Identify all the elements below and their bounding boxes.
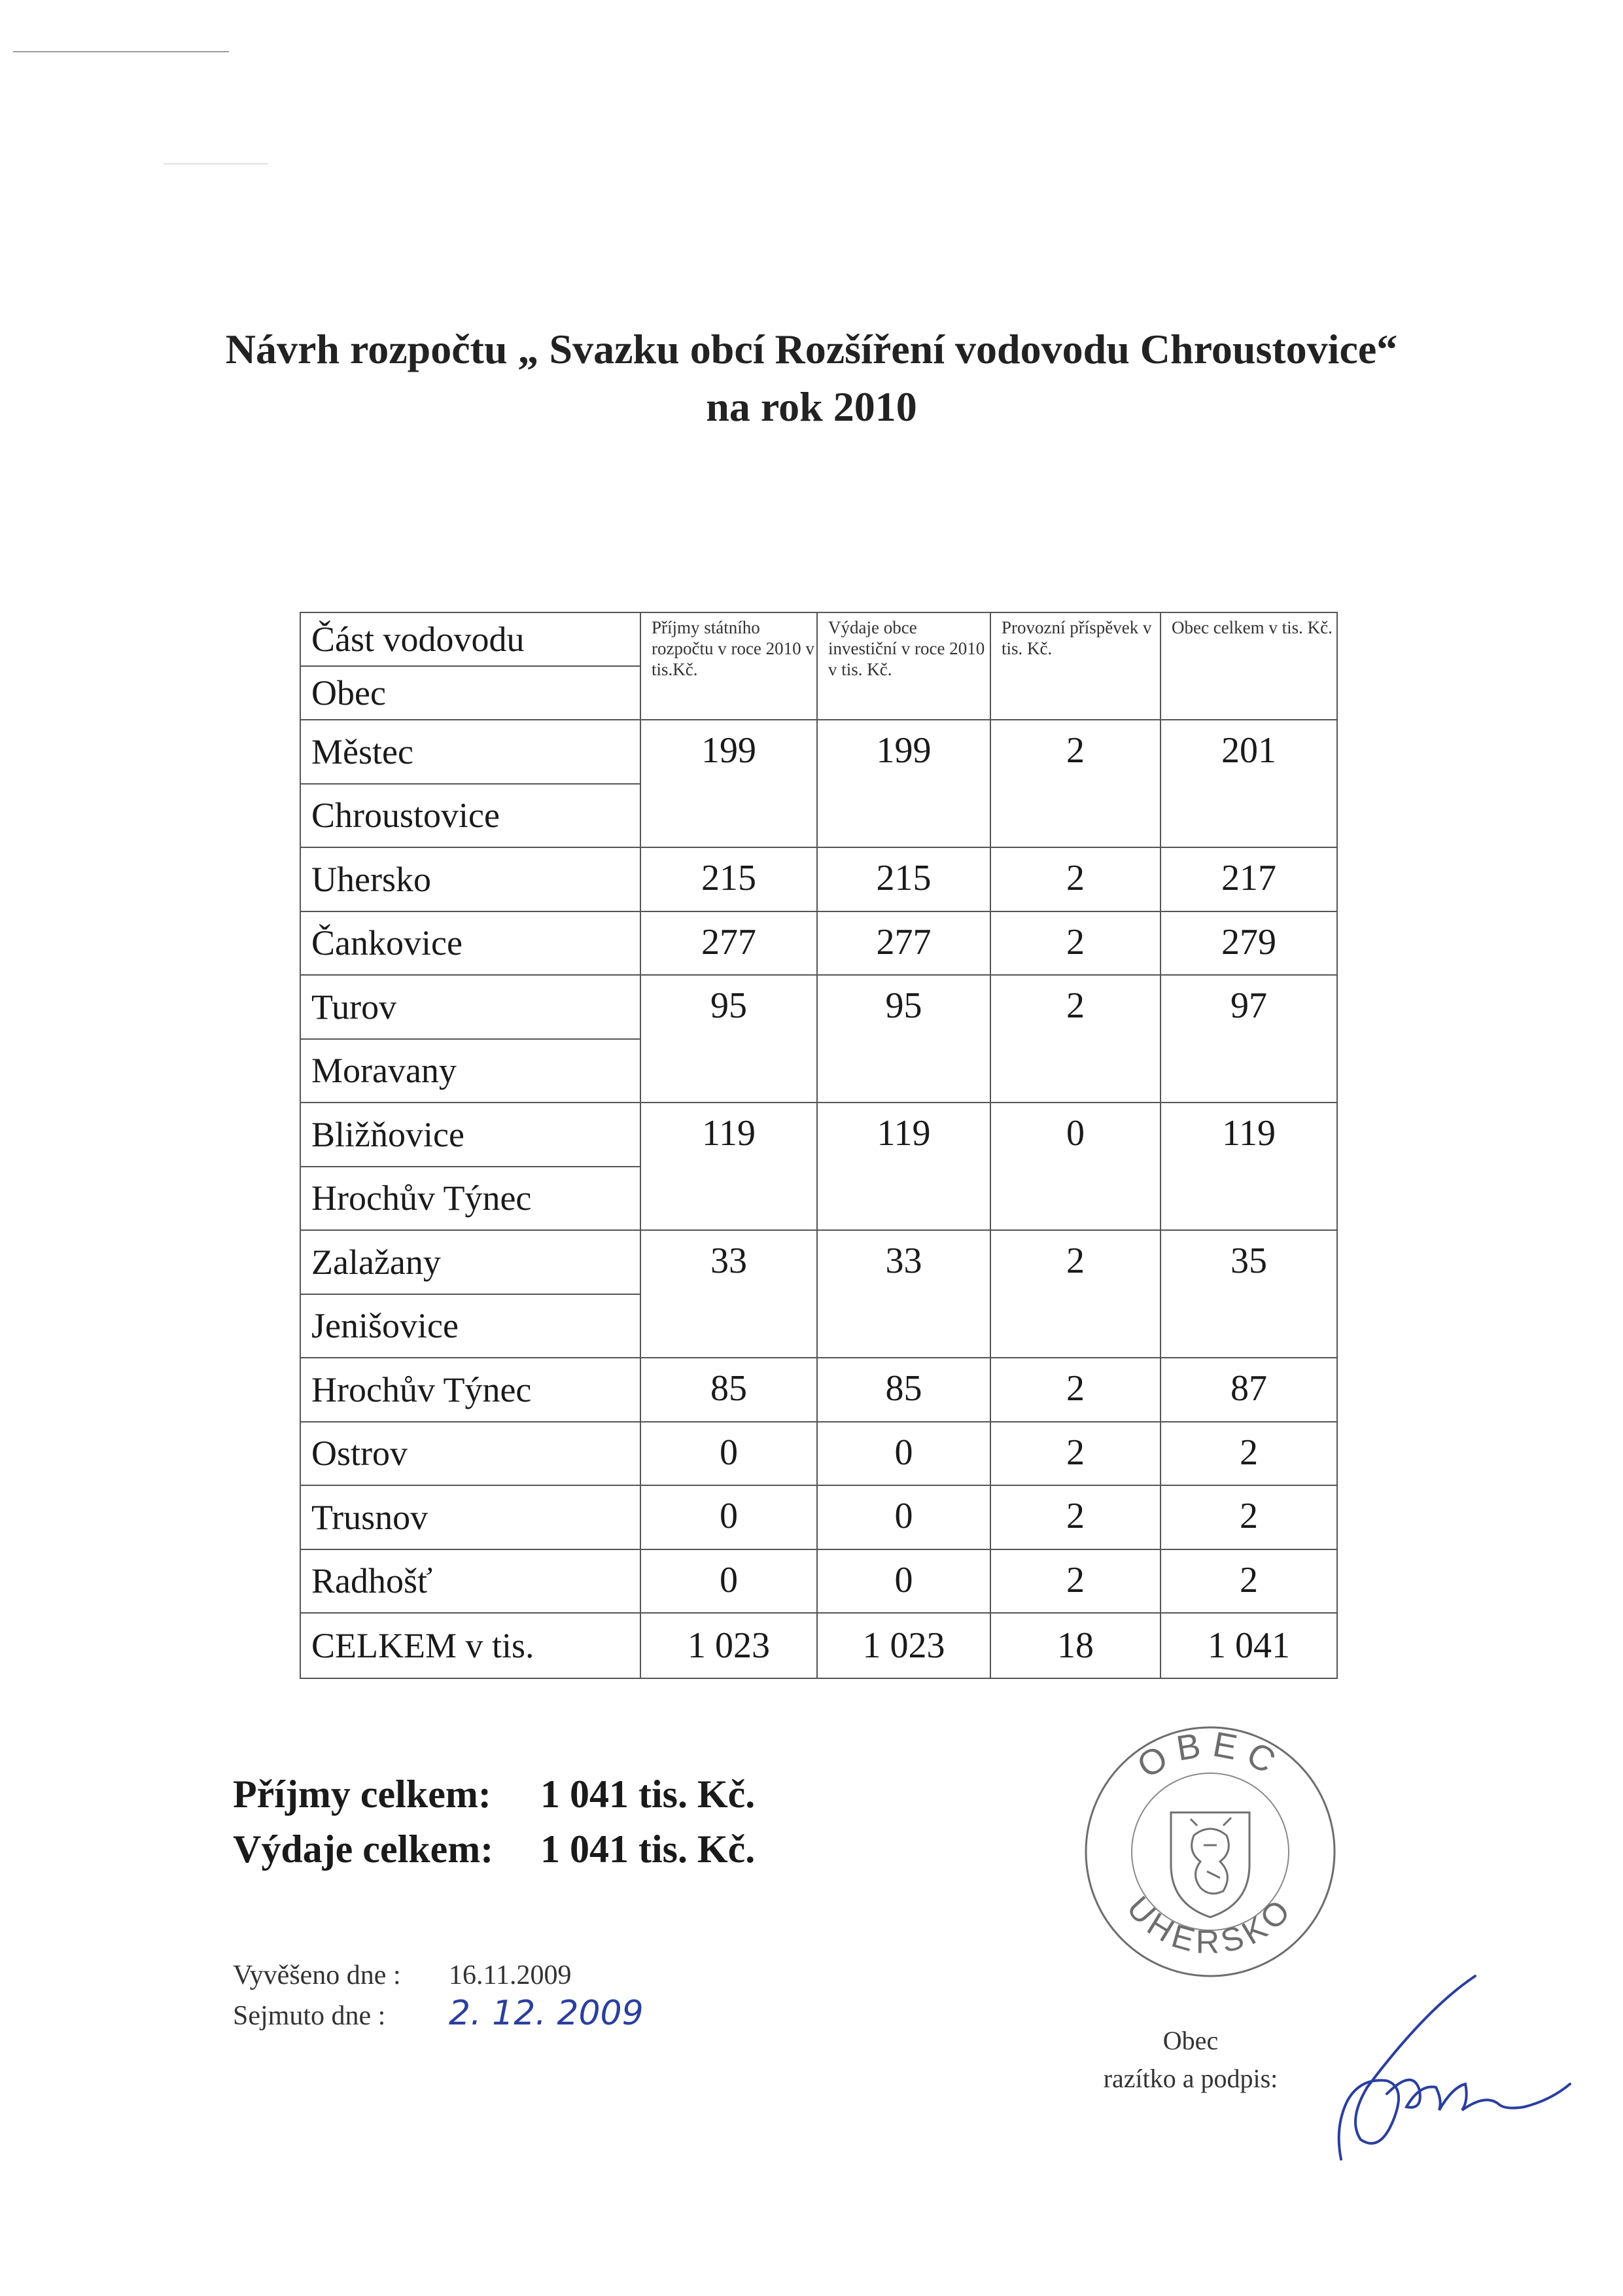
header-municipal-investment: Výdaje obce investiční v roce 2010 v tis. Kč. — [817, 612, 990, 720]
municipal-investment-cell: 95 — [817, 975, 990, 1103]
stamp-bottom-text: UHERSKO — [1119, 1889, 1301, 1961]
municipal-stamp — [1079, 1721, 1341, 1983]
municipality-name: Zalažany — [300, 1230, 640, 1294]
municipality-total-cell: 119 — [1161, 1103, 1337, 1230]
operating-contribution-cell: 2 — [990, 847, 1161, 911]
removed-date-handwritten: 2. 12. 2009 — [449, 1994, 644, 2033]
title-line-1: Návrh rozpočtu „ Svazku obcí Rozšíření vodovodu Chroustovice“ — [225, 326, 1398, 372]
municipality-name: Uhersko — [300, 847, 640, 911]
income-total-row — [233, 1767, 755, 1822]
total-label: CELKEM v tis. — [300, 1613, 640, 1678]
municipality-total-cell: 2 — [1161, 1485, 1337, 1549]
operating-contribution-cell: 2 — [990, 1358, 1161, 1422]
municipality-total-cell: 87 — [1161, 1358, 1337, 1422]
coat-of-arms-icon — [1171, 1812, 1249, 1917]
header-municipality-label: Obec — [300, 666, 640, 720]
operating-contribution-cell: 0 — [990, 1103, 1161, 1230]
budget-table-body — [300, 612, 1337, 1678]
municipality-name: Trusnov — [300, 1485, 640, 1549]
state-income-cell: 0 — [640, 1485, 817, 1549]
total-state-income-cell: 1 023 — [640, 1613, 817, 1678]
table-total-row — [300, 1613, 1337, 1678]
municipality-name: Turov — [300, 975, 640, 1039]
municipality-total-cell: 97 — [1161, 975, 1337, 1103]
table-header-row — [300, 612, 1337, 666]
income-total-value: 1 041 tis. Kč. — [540, 1773, 756, 1816]
municipality-total-cell: 35 — [1161, 1230, 1337, 1358]
municipal-investment-cell: 33 — [817, 1230, 990, 1358]
table-row — [300, 1485, 1337, 1549]
municipality-total-cell: 201 — [1161, 720, 1337, 847]
scan-artifact-line — [13, 51, 229, 52]
municipal-investment-cell: 199 — [817, 720, 990, 847]
table-row — [300, 975, 1337, 1039]
operating-contribution-cell: 2 — [990, 1549, 1161, 1614]
municipal-investment-cell: 119 — [817, 1103, 990, 1230]
handwritten-signature — [1308, 1969, 1583, 2166]
municipality-total-cell: 2 — [1161, 1549, 1337, 1614]
stamp-caption-line-1: Obec — [1162, 2026, 1219, 2055]
municipality-name: Hrochův Týnec — [300, 1167, 640, 1231]
table-row — [300, 1422, 1337, 1486]
budget-totals — [233, 1767, 755, 1877]
operating-contribution-cell: 2 — [990, 720, 1161, 847]
income-total-label: Příjmy celkem: — [233, 1773, 491, 1816]
header-municipality-total: Obec celkem v tis. Kč. — [1161, 612, 1337, 720]
state-income-cell: 33 — [640, 1230, 817, 1358]
stamp-caption-line-2: razítko a podpis: — [1103, 2064, 1278, 2093]
municipal-investment-cell: 0 — [817, 1549, 990, 1614]
expense-total-value: 1 041 tis. Kč. — [540, 1828, 756, 1871]
municipality-total-cell: 2 — [1161, 1422, 1337, 1486]
table-row — [300, 911, 1337, 976]
municipality-name: Moravany — [300, 1039, 640, 1103]
municipality-name: Městec — [300, 720, 640, 784]
document-title — [0, 321, 1623, 436]
header-part-label: Část vodovodu — [300, 612, 640, 666]
table-row — [300, 1230, 1337, 1294]
expense-total-row — [233, 1822, 755, 1877]
stamp-top-text: OBEC — [1130, 1724, 1290, 1786]
table-row — [300, 1103, 1337, 1167]
municipality-name: Hrochův Týnec — [300, 1358, 640, 1422]
header-state-income: Příjmy státního rozpočtu v roce 2010 v tis.Kč. — [640, 612, 817, 720]
posting-info — [233, 1956, 644, 2035]
municipality-name: Jenišovice — [300, 1294, 640, 1358]
budget-table — [300, 612, 1338, 1679]
total-municipal-investment-cell: 1 023 — [817, 1613, 990, 1678]
municipality-name: Čankovice — [300, 911, 640, 976]
municipality-name: Chroustovice — [300, 784, 640, 848]
table-row — [300, 1549, 1337, 1614]
operating-contribution-cell: 2 — [990, 1485, 1161, 1549]
operating-contribution-cell: 2 — [990, 1422, 1161, 1486]
state-income-cell: 119 — [640, 1103, 817, 1230]
municipal-investment-cell: 215 — [817, 847, 990, 911]
municipality-total-cell: 217 — [1161, 847, 1337, 911]
removed-label: Sejmuto dne : — [233, 2001, 386, 2031]
municipal-investment-cell: 85 — [817, 1358, 990, 1422]
header-operating-contribution: Provozní příspěvek v tis. Kč. — [990, 612, 1161, 720]
state-income-cell: 0 — [640, 1422, 817, 1486]
posted-date-row — [233, 1956, 644, 1994]
title-line-2: na rok 2010 — [706, 383, 917, 430]
state-income-cell: 0 — [640, 1549, 817, 1614]
municipality-total-cell: 279 — [1161, 911, 1337, 976]
operating-contribution-cell: 2 — [990, 975, 1161, 1103]
expense-total-label: Výdaje celkem: — [233, 1828, 494, 1871]
stamp-caption — [1086, 2022, 1295, 2098]
operating-contribution-cell: 2 — [990, 911, 1161, 976]
table-row — [300, 847, 1337, 911]
table-row — [300, 1358, 1337, 1422]
removed-date-row — [233, 1994, 644, 2035]
municipal-investment-cell: 0 — [817, 1485, 990, 1549]
state-income-cell: 277 — [640, 911, 817, 976]
state-income-cell: 199 — [640, 720, 817, 847]
municipality-name: Radhošť — [300, 1549, 640, 1614]
municipality-name: Bližňovice — [300, 1103, 640, 1167]
state-income-cell: 215 — [640, 847, 817, 911]
state-income-cell: 85 — [640, 1358, 817, 1422]
posted-date: 16.11.2009 — [449, 1960, 572, 1990]
state-income-cell: 95 — [640, 975, 817, 1103]
municipal-investment-cell: 277 — [817, 911, 990, 976]
operating-contribution-cell: 2 — [990, 1230, 1161, 1358]
total-operating-contribution-cell: 18 — [990, 1613, 1161, 1678]
municipal-investment-cell: 0 — [817, 1422, 990, 1486]
table-row — [300, 720, 1337, 784]
posted-label: Vyvěšeno dne : — [233, 1960, 401, 1990]
total-municipality-total-cell: 1 041 — [1161, 1613, 1337, 1678]
municipality-name: Ostrov — [300, 1422, 640, 1486]
